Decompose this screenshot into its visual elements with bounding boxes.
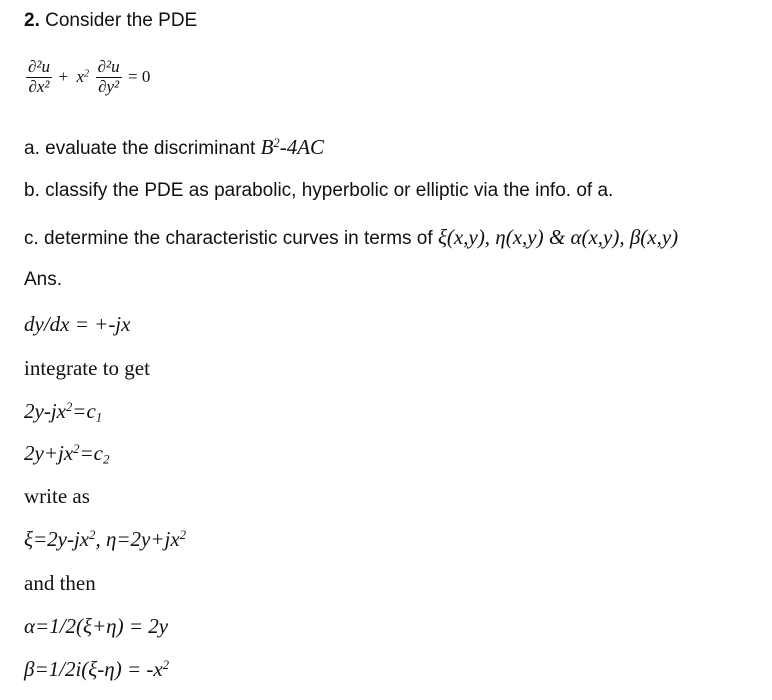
pde-equation: [26, 58, 152, 118]
part-c-math: ξ(x,y), η(x,y) & α(x,y), β(x,y): [437, 225, 679, 249]
xi-definition: ξ=2y-jx: [24, 527, 90, 551]
fraction-denominator: ∂y²: [96, 77, 122, 97]
plus-sign: +: [58, 67, 69, 87]
eq-c1-subscript: 1: [95, 409, 103, 425]
part-b: b. classify the PDE as parabolic, hyperbolic or elliptic via the info. of a.: [24, 180, 614, 201]
equals-zero: = 0: [128, 67, 151, 87]
eq-c1-right: =c: [72, 399, 96, 423]
coefficient-base: x: [76, 67, 85, 87]
eq-c2-subscript: 2: [102, 451, 110, 467]
eq-c1-left: 2y-jx: [24, 399, 66, 423]
fraction-denominator: ∂x²: [26, 77, 52, 97]
step-integrate: integrate to get: [24, 356, 150, 380]
eta-definition: , η=2y+jx: [95, 527, 180, 551]
fraction-numerator: ∂²u: [97, 57, 120, 76]
problem-number: 2.: [24, 10, 40, 31]
equation-c1: [24, 399, 102, 424]
eq-c2-left: 2y+jx: [24, 441, 74, 465]
equation-dydx: dy/dx = +-jx: [24, 312, 131, 336]
coefficient: [77, 67, 90, 87]
eta-exponent: 2: [179, 528, 186, 543]
answer-label: Ans.: [24, 269, 63, 290]
xi-exponent: 2: [89, 528, 96, 543]
equation-xi-eta: [24, 527, 186, 552]
beta-definition: β=1/2i(ξ-η) = -x: [24, 657, 163, 681]
problem-title: Consider the PDE: [45, 10, 198, 31]
equation-beta: [24, 657, 169, 682]
eq-c2-exponent: 2: [73, 442, 80, 457]
discriminant-base: B: [260, 135, 274, 159]
step-and-then: and then: [24, 571, 96, 595]
part-a-text: a. evaluate the discriminant: [24, 138, 261, 159]
discriminant-rest: -4AC: [279, 135, 325, 159]
problem-heading: [24, 10, 197, 32]
part-c: [24, 225, 678, 250]
coefficient-exponent: 2: [84, 68, 90, 80]
eq-c1-exponent: 2: [65, 400, 73, 415]
equation-c2: [24, 441, 109, 466]
part-a: [24, 135, 324, 160]
step-write-as: write as: [24, 484, 90, 508]
discriminant-exponent: 2: [273, 136, 280, 151]
fraction-d2u-dx2: [26, 58, 52, 96]
eq-c2-right: =c: [79, 441, 103, 465]
equation-alpha: α=1/2(ξ+η) = 2y: [24, 614, 169, 638]
fraction-d2u-dy2: [96, 58, 122, 96]
beta-exponent: 2: [162, 658, 169, 673]
discriminant-formula: [261, 135, 324, 159]
fraction-numerator: ∂²u: [28, 57, 50, 76]
part-c-text: c. determine the characteristic curves in terms of: [24, 228, 438, 249]
